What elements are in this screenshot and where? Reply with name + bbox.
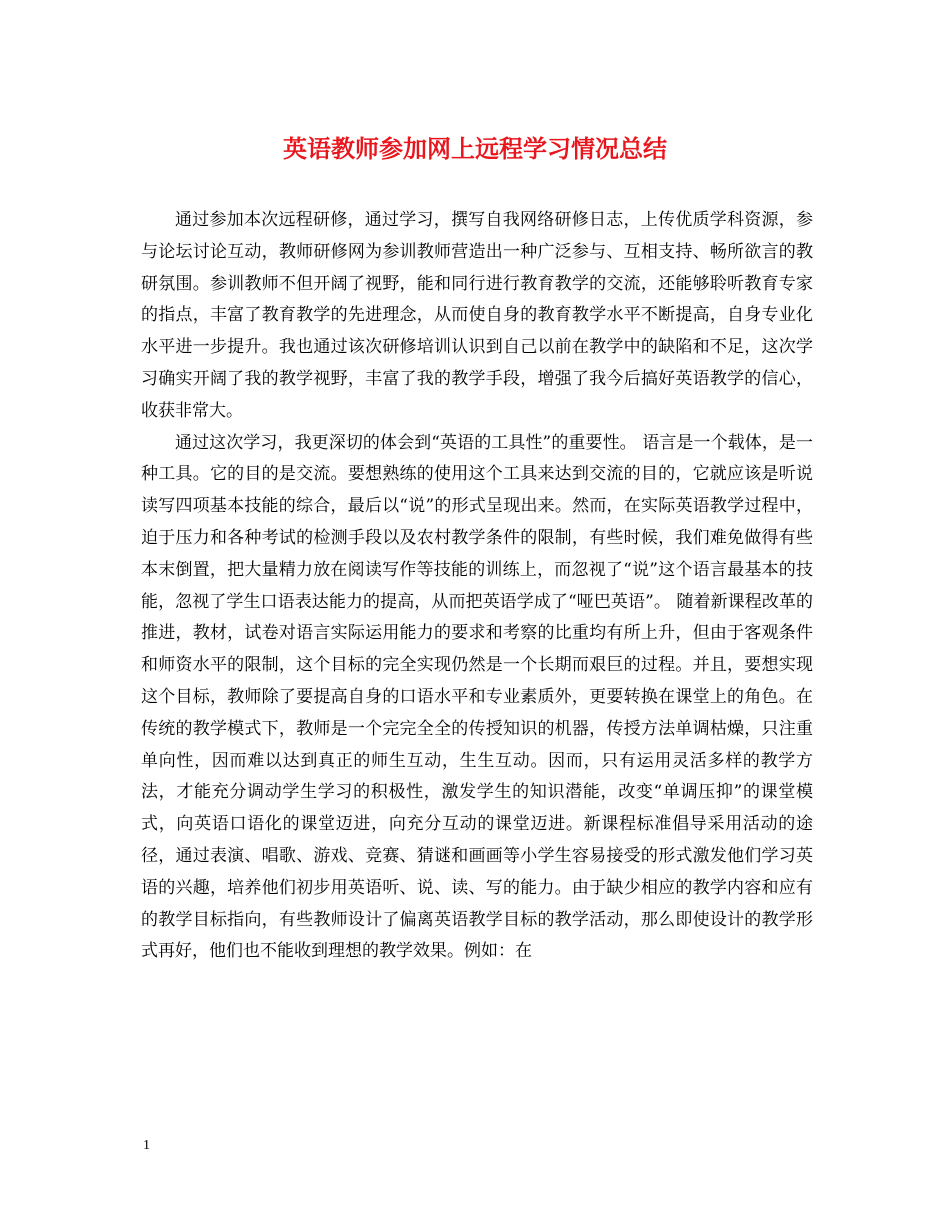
paragraph-2: 通过这次学习，我更深切的体会到“英语的工具性”的重要性。 语言是一个载体，是一种工具。它的目的是交流。要想熟练的使用这个工具来达到交流的目的，它就应该是听说读写四项基本技能的综合，最后以“说”的形式呈现出来。然而，在实际英语教学过程中，迫于压力和各种考试的检测手段以及农村教学条件的限制，有些时候，我们难免做得有些本末倒置，把大量精力放在阅读写作等技能的训练上，而忽视了“说”这个语言最基本的技能，忽视了学生口语表达能力的提高，从而把英语学成了“哑巴英语”。 随着新课程改革的推进，教材，试卷对语言实际运用能力的要求和考察的比重均有所上升，但由于客观条件和师资水平的限制，这个目标的完全实现仍然是一个长期而艰巨的过程。并且，要想实现这个目标，教师除了要提高自身的口语水平和专业素质外，更要转换在课堂上的角色。在传统的教学模式下，教师是一个完完全全的传授知识的机器，传授方法单调枯燥，只注重单向性，因而难以达到真正的师生互动，生生互动。因而，只有运用灵活多样的教学方法，才能充分调动学生学习的积极性，激发学生的知识潜能，改变“单调压抑”的课堂模式，向英语口语化的课堂迈进，向充分互动的课堂迈进。新课程标准倡导采用活动的途径，通过表演、唱歌、游戏、竞赛、猜谜和画画等小学生容易接受的形式激发他们学习英语的兴趣，培养他们初步用英语听、说、读、写的能力。由于缺少相应的教学内容和应有的教学目标指向，有些教师设计了偏离英语教学目标的教学活动，那么即使设计的教学形式再好，他们也不能收到理想的教学效果。例如：在 xyxy=(141,432,813,962)
paragraph-1: 通过参加本次远程研修，通过学习，撰写自我网络研修日志，上传优质学科资源，参与论坛讨论互动，教师研修网为参训教师营造出一种广泛参与、互相支持、畅所欲言的教研氛围。参训教师不但开阔了视野，能和同行进行教育教学的交流，还能够聆听教育专家的指点，丰富了教育教学的先进理念，从而使自身的教育教学水平不断提高，自身专业化水平进一步提升。我也通过该次研修培训认识到自己以前在教学中的缺陷和不足，这次学习确实开阔了我的教学视野，丰富了我的教学手段，增强了我今后搞好英语教学的信心，收获非常大。 xyxy=(141,210,813,421)
page-number: 1 xyxy=(143,1138,150,1153)
document-body xyxy=(141,205,813,968)
document-title: 英语教师参加网上远程学习情况总结 xyxy=(283,135,667,163)
